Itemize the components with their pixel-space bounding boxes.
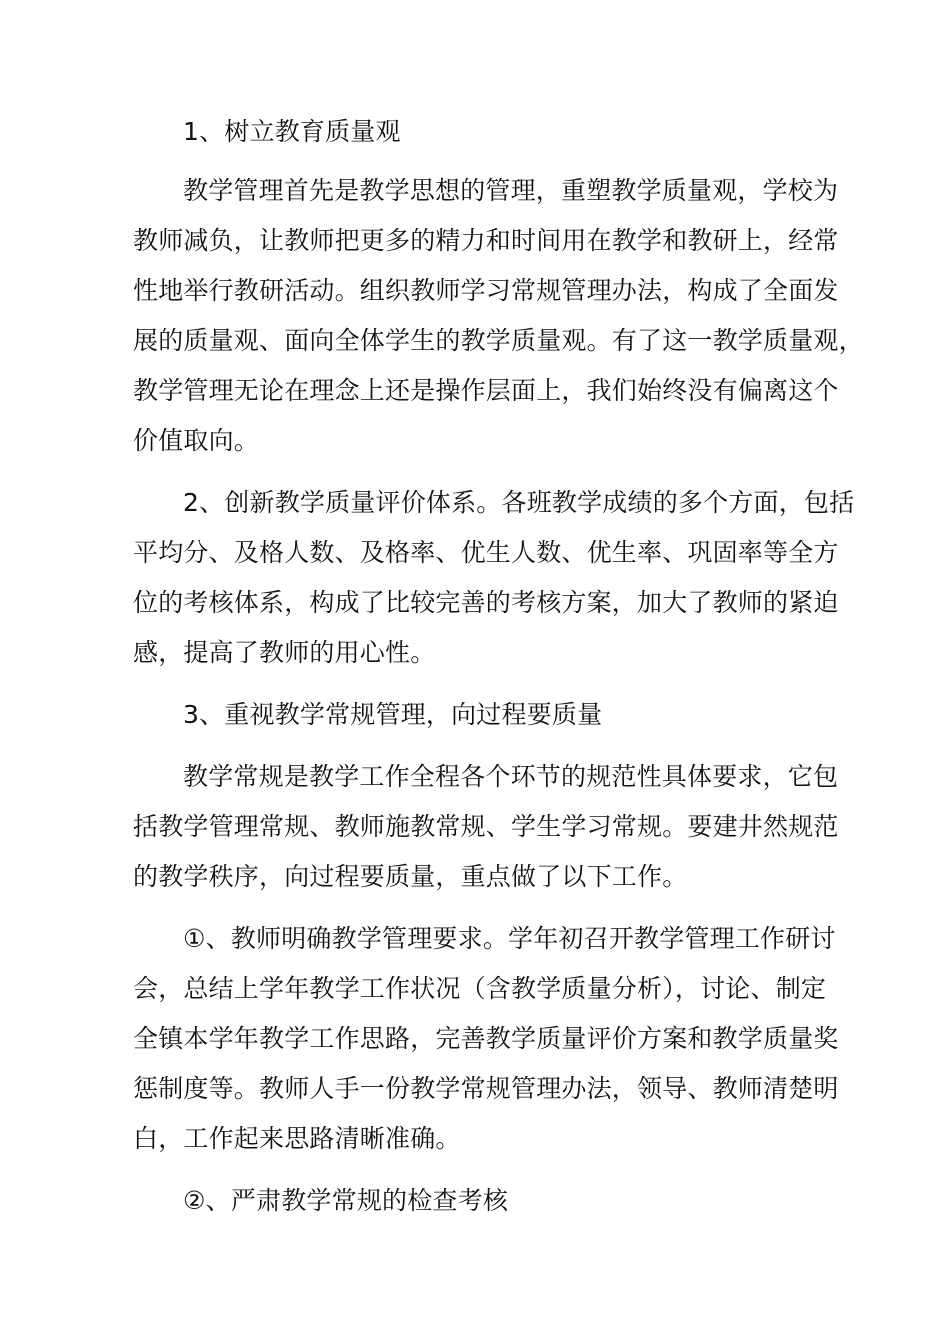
paragraph-line: 教学管理无论在理念上还是操作层面上，我们始终没有偏离这个 (133, 376, 839, 405)
paragraph-line: 括教学管理常规、教师施教常规、学生学习常规。要建井然规范 (133, 812, 839, 841)
paragraph-line: 价值取向。 (133, 426, 260, 455)
paragraph-line: 2、创新教学质量评价体系。各班教学成绩的多个方面，包括 (183, 488, 855, 517)
paragraph-line: 教学常规是教学工作全程各个环节的规范性具体要求，它包 (183, 762, 839, 791)
paragraph-line: 展的质量观、面向全体学生的教学质量观。有了这一教学质量观， (133, 326, 864, 355)
section-heading-3: 3、重视教学常规管理，向过程要质量 (183, 700, 603, 729)
paragraph-line: 全镇本学年教学工作思路，完善教学质量评价方案和教学质量奖 (133, 1024, 839, 1053)
paragraph-line: 白，工作起来思路清晰准确。 (133, 1124, 461, 1153)
paragraph-line: 平均分、及格人数、及格率、优生人数、优生率、巩固率等全方 (133, 538, 839, 567)
subsection-heading-2: ②、严肃教学常规的检查考核 (183, 1186, 509, 1215)
paragraph-line: 性地举行教研活动。组织教师学习常规管理办法，构成了全面发 (133, 276, 839, 305)
paragraph-line: 教师减负，让教师把更多的精力和时间用在教学和教研上，经常 (133, 226, 839, 255)
paragraph-line: ①、教师明确教学管理要求。学年初召开教学管理工作研讨 (183, 924, 836, 953)
section-heading-1: 1、树立教育质量观 (183, 117, 401, 146)
paragraph-line: 教学管理首先是教学思想的管理，重塑教学质量观，学校为 (183, 176, 839, 205)
paragraph-line: 的教学秩序，向过程要质量，重点做了以下工作。 (133, 862, 688, 891)
paragraph-line: 会，总结上学年教学工作状况（含教学质量分析），讨论、制定 (133, 974, 827, 1003)
paragraph-line: 位的考核体系，构成了比较完善的考核方案，加大了教师的紧迫 (133, 588, 839, 617)
paragraph-line: 惩制度等。教师人手一份教学常规管理办法，领导、教师清楚明 (133, 1074, 839, 1103)
paragraph-line: 感，提高了教师的用心性。 (133, 638, 436, 667)
